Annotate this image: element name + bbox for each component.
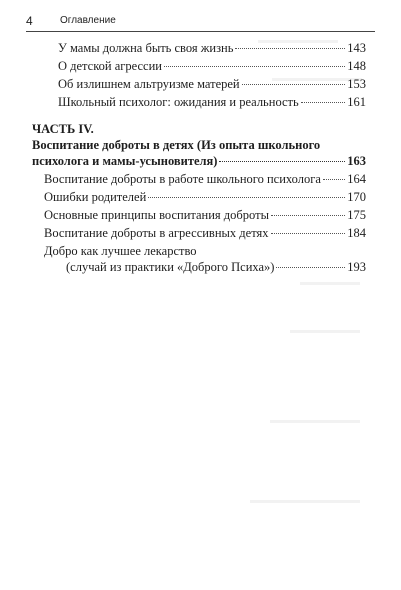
toc-entry[interactable]	[44, 207, 366, 223]
toc-entry-title: Об излишнем альтруизме матерей	[58, 77, 240, 91]
leader-dots	[301, 102, 346, 103]
page-number: 4	[26, 14, 33, 28]
toc-entry-page: 148	[347, 59, 366, 73]
bleed-through	[300, 282, 360, 285]
toc-entry-page: 184	[347, 226, 366, 240]
toc-entry-title: Школьный психолог: ожидания и реальность	[58, 95, 299, 109]
toc-entry-title: Воспитание доброты в агрессивных детях	[44, 226, 269, 240]
leader-dots	[276, 267, 345, 268]
running-head-title: Оглавление	[60, 15, 116, 26]
part-page: 163	[347, 154, 366, 168]
leader-dots	[148, 197, 345, 198]
toc-entry[interactable]	[44, 189, 366, 205]
toc-entry-title: У мамы должна быть своя жизнь	[58, 41, 234, 55]
toc-entry-page: 170	[347, 190, 366, 204]
bleed-through	[270, 420, 360, 423]
running-head	[26, 14, 375, 32]
bleed-through	[250, 500, 360, 503]
part-label: ЧАСТЬ IV.	[32, 122, 94, 136]
leader-dots	[271, 215, 345, 216]
leader-dots	[235, 48, 345, 49]
toc-entry[interactable]	[58, 40, 366, 56]
toc-entry-title: Воспитание доброты в работе школьного психолога	[44, 172, 321, 186]
toc-entry-page: 143	[347, 41, 366, 55]
bleed-through	[290, 330, 360, 333]
leader-dots	[323, 179, 345, 180]
part-title-line: Воспитание доброты в детях (Из опыта школьного	[32, 138, 321, 152]
toc-entry[interactable]	[58, 94, 366, 110]
part-title-line: психолога и мамы-усыновителя)	[32, 154, 218, 168]
toc-entry[interactable]	[44, 225, 366, 241]
toc-entry-page: 153	[347, 77, 366, 91]
toc-entry-page: 175	[347, 208, 366, 222]
toc-entry[interactable]	[44, 171, 366, 187]
toc-entry-multiline[interactable]	[44, 243, 366, 275]
toc-entry-subtitle: (случай из практики «Доброго Психа»)	[66, 260, 275, 274]
leader-dots	[271, 233, 346, 234]
toc-entry[interactable]	[58, 58, 366, 74]
toc-entry-page: 161	[347, 95, 366, 109]
toc-entry-page: 164	[347, 172, 366, 186]
toc-entry[interactable]	[58, 76, 366, 92]
toc-entry-title: О детской агрессии	[58, 59, 162, 73]
toc-entry-page: 193	[347, 260, 366, 274]
toc-entry-title: Основные принципы воспитания доброты	[44, 208, 269, 222]
leader-dots	[242, 84, 346, 85]
leader-dots	[164, 66, 345, 67]
toc-entry-title: Ошибки родителей	[44, 190, 147, 204]
toc-entry-title: Добро как лучшее лекарство	[44, 244, 197, 258]
leader-dots	[219, 161, 345, 162]
part-title[interactable]	[32, 137, 366, 169]
